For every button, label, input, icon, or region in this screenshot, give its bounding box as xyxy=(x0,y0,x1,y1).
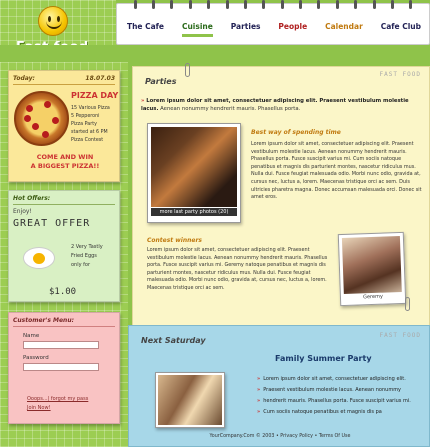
list-item: » Lorem ipsum dolor sit amet, consectetuer adipiscing elit. xyxy=(257,376,406,382)
parties-intro: » Lorem ipsum dolor sit amet, consectetuer adipiscing elit. Praesent vestibulum molestie lacus. Aenean nonummy hendrerit mauris. Phasellus porta. xyxy=(141,98,409,112)
paperclip-icon xyxy=(405,297,410,311)
party-photo[interactable] xyxy=(147,123,241,223)
fried-egg-icon xyxy=(23,247,55,269)
nav-cuisine[interactable]: Cuisine xyxy=(182,22,213,37)
next-saturday-panel xyxy=(128,325,430,447)
header-strip xyxy=(0,45,430,63)
more-photos-link[interactable]: more last party photos (20) xyxy=(151,208,237,216)
nav-people[interactable]: People xyxy=(278,22,308,31)
paperclip-icon xyxy=(185,63,190,77)
egg-offer-text: 2 Very Tastly Fried Eggs only for xyxy=(71,244,103,268)
pizza-cta: COME AND WIN A BIGGEST PIZZA!! xyxy=(30,153,100,170)
pizza-details: 15 Various Pizza 5 Pepperoni Pizza Party started at 6 PM Pizza Contest xyxy=(71,106,110,143)
today-note xyxy=(8,70,120,182)
spending-title: Best way of spending time xyxy=(251,129,341,136)
enjoy-text: Enjoy! xyxy=(13,208,32,215)
family-party-title: Family Summer Party xyxy=(275,354,372,363)
main-content xyxy=(128,63,430,447)
next-saturday-title: Next Saturday xyxy=(141,336,206,345)
offer-price: $1.00 xyxy=(49,287,77,297)
name-label: Name xyxy=(23,333,40,339)
list-item: » hendrerit mauris. Phasellus porta. Fusce suscipit varius mi. xyxy=(257,398,411,404)
hot-offers-label: Hot Offers: xyxy=(13,195,115,205)
winner-photo xyxy=(338,232,406,306)
menu-links xyxy=(27,395,88,413)
list-item: » Cum sociis natoque penatibus et magnis dis pa xyxy=(257,409,382,415)
nav-cafe-club[interactable]: Cafe Club xyxy=(380,22,421,31)
binder-rings xyxy=(116,0,430,8)
winner-photo-image xyxy=(342,236,402,294)
pizza-day-title: PIZZA DAY xyxy=(71,91,119,100)
left-sidebar xyxy=(0,62,128,447)
parties-tag: FAST FOOD xyxy=(379,71,421,78)
smiley-logo-icon xyxy=(38,6,68,36)
winner-caption: Geremy xyxy=(362,293,383,301)
spending-text: Lorem ipsum dolor sit amet, consectetuer adipiscing elit. Praesent vestibulum molestie lacus. Aenean nonummy hendrerit mauris. Phasellus porta. Fusce suscipit varius mi. Cum sociis natoque penatibus et magnis dis parturient montes, nascetur ridiculus mus. Nulla dui. Fusce feugiat malesuada odio. Morbi nunc odio, gravida at, cursus nec, luctus a, lorem. Maecenas tristique orci ac sem. Duis ultricies pharetra magna. Donec accumsan malesuada orci. Donec sit amet eros. xyxy=(251,141,422,201)
next-tag: FAST FOOD xyxy=(379,332,421,339)
parties-panel xyxy=(132,66,430,328)
nav-parties[interactable]: Parties xyxy=(230,22,261,31)
customer-menu-label: Customer's Menu: xyxy=(13,317,115,327)
forgot-pass-link[interactable]: Ooops...| forgot my pass xyxy=(27,396,89,402)
customer-menu-note xyxy=(8,312,120,424)
hot-offers-note xyxy=(8,190,120,302)
family-photo-image xyxy=(158,375,222,425)
password-label: Password xyxy=(23,355,49,361)
today-date: 18.07.03 xyxy=(85,75,115,82)
event-bullets xyxy=(257,374,411,418)
pizza-icon xyxy=(14,91,69,146)
great-offer-text: GREAT OFFER xyxy=(13,218,91,229)
nav-the-cafe[interactable]: The Cafe xyxy=(126,22,165,31)
footer: YourCompany.Com © 2003 • Privacy Policy • Terms Of Use xyxy=(209,434,351,439)
party-photo-image xyxy=(151,127,237,207)
parties-title: Parties xyxy=(145,77,177,86)
list-item: » Praesent vestibulum molestie lacus. Aenean nonummy xyxy=(257,387,402,393)
name-field[interactable] xyxy=(23,341,99,349)
main-nav xyxy=(118,22,430,37)
today-label: Today: xyxy=(13,75,35,82)
join-now-link[interactable]: Join Now! xyxy=(27,405,51,411)
family-photo xyxy=(155,372,225,428)
contest-text: Lorem ipsum dolor sit amet, consectetuer adipiscing elit. Praesent vestibulum molestie lacus. Aenean nonummy hendrerit mauris. Phasellus porta. Fusce suscipit varius mi. Geremy natoque penatibus et magnis dis parturient montes, nascetur ridiculus mus. Nulla dui. Fusce feugiat malesuada odio. Morbi nunc odio, gravida at, cursus nec, luctus a, lorem. Maecenas tristique orci ac sem. xyxy=(147,247,328,291)
contest-title: Contest winners xyxy=(147,237,203,244)
nav-calendar[interactable]: Calendar xyxy=(325,22,363,31)
password-field[interactable] xyxy=(23,363,99,371)
